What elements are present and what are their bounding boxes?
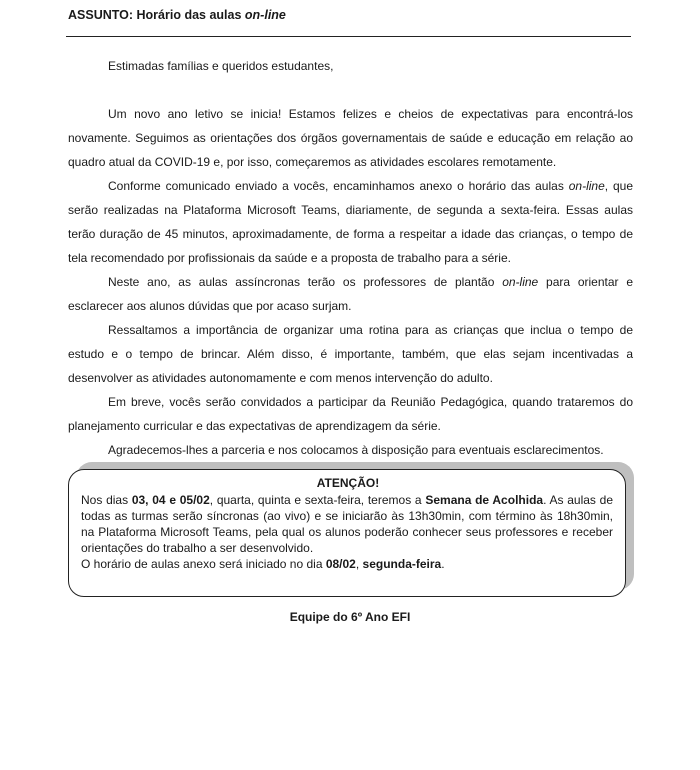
paragraph-async-italic: on-line bbox=[502, 275, 539, 289]
paragraph-async-text-a: Neste ano, as aulas assíncronas terão os professores de plantão bbox=[108, 275, 503, 289]
paragraph-schedule bbox=[68, 174, 633, 270]
attention-title: ATENÇÃO! bbox=[316, 476, 380, 490]
paragraph-routine: Ressaltamos a importância de organizar uma rotina para as crianças que inclua o tempo de estudo e o tempo de brincar. Além disso, é importante, também, que elas sejam incentivadas a desenvolver as atividades autonomamente e com menos intervenção do adulto. bbox=[68, 323, 633, 385]
attention-event: Semana de Acolhida bbox=[425, 493, 544, 507]
attention-text bbox=[81, 492, 613, 572]
attention-paragraph-2 bbox=[81, 556, 613, 572]
header-divider bbox=[66, 36, 631, 37]
attention-start-day: segunda-feira bbox=[362, 557, 442, 571]
attention-start-date: 08/02 bbox=[325, 557, 356, 571]
subject-line bbox=[68, 8, 286, 22]
letter-body bbox=[68, 102, 633, 462]
subject-label: ASSUNTO: Horário das aulas bbox=[68, 8, 245, 22]
attention-start-text: O horário de aulas anexo será iniciado no dia bbox=[81, 557, 326, 571]
greeting: Estimadas famílias e queridos estudantes, bbox=[108, 59, 334, 73]
attention-dates: 03, 04 e 05/02 bbox=[131, 493, 210, 507]
attention-text-c: . As aulas de todas as turmas serão síncronas (ao vivo) e se iniciarão às 13h30min, com término às 18h30min, na Plataforma Microsoft Teams, pela qual os alunos poderão conhecer seus professores e receber orientações do trabalho a ser desenvolvido. bbox=[81, 493, 613, 555]
attention-start-sep: , bbox=[355, 557, 363, 571]
attention-paragraph-1 bbox=[81, 492, 613, 556]
attention-text-a: Nos dias bbox=[81, 493, 132, 507]
attention-text-b: , quarta, quinta e sexta-feira, teremos a bbox=[209, 493, 426, 507]
paragraph-schedule-text-b: , que serão realizadas na Plataforma Microsoft Teams, diariamente, de segunda a sexta-feira. Essas aulas terão duração de 45 minutos, aproximadamente, de forma a respeitar a idade das crianças, o tempo de tela recomendado por profissionais da saúde e a proposta de trabalho para a série. bbox=[68, 179, 633, 265]
paragraph-meeting: Em breve, vocês serão convidados a participar da Reunião Pedagógica, quando trataremos do planejamento curricular e das expectativas de aprendizagem da série. bbox=[68, 395, 633, 433]
paragraph-schedule-text-a: Conforme comunicado enviado a vocês, encaminhamos anexo o horário das aulas bbox=[108, 179, 569, 193]
attention-start-end: . bbox=[441, 557, 445, 571]
paragraph-async bbox=[68, 270, 633, 318]
paragraph-intro: Um novo ano letivo se inicia! Estamos felizes e cheios de expectativas para encontrá-los novamente. Seguimos as orientações dos órgãos governamentais de saúde e educação em relação ao quadro atual da COVID-19 e, por isso, começaremos as atividades escolares remotamente. bbox=[68, 107, 633, 169]
signature: Equipe do 6º Ano EFI bbox=[289, 610, 411, 624]
paragraph-async-text-b: para orientar e esclarecer aos alunos dúvidas que por acaso surjam. bbox=[68, 275, 633, 313]
subject-italic: on-line bbox=[244, 8, 286, 22]
paragraph-thanks: Agradecemos-lhes a parceria e nos colocamos à disposição para eventuais esclarecimentos. bbox=[108, 443, 604, 457]
attention-box bbox=[68, 469, 626, 597]
paragraph-schedule-italic: on-line bbox=[568, 179, 605, 193]
